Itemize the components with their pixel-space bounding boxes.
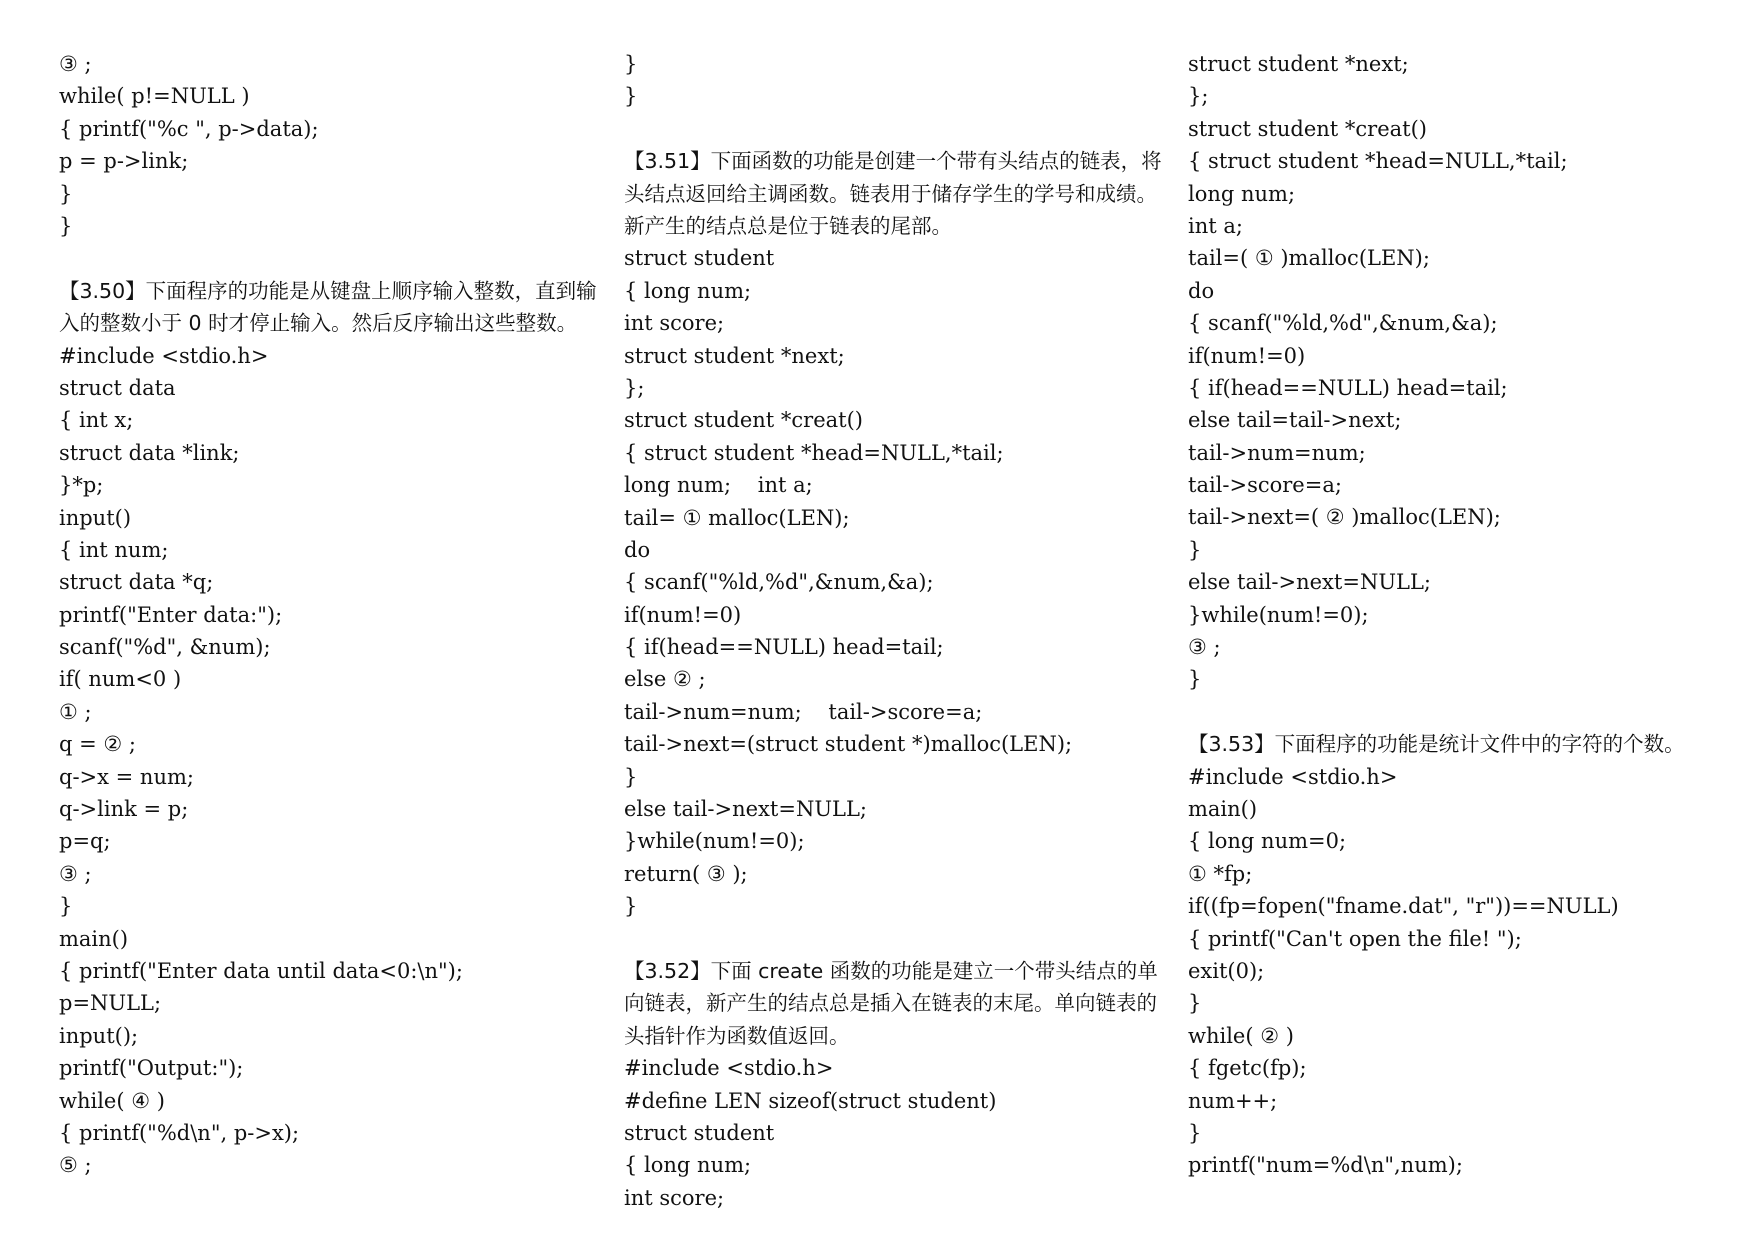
code-line: { scanf("%ld,%d",&num,&a); — [1188, 311, 1498, 336]
code-line: }while(num!=0); — [1188, 602, 1369, 627]
code-line: ③ ; — [59, 861, 92, 886]
code-line: tail->next=(struct student *)malloc(LEN); — [624, 732, 1073, 757]
code-line: printf("num=%d\n",num); — [1188, 1153, 1463, 1178]
code-line: { printf("%c ", p->data); — [59, 116, 319, 141]
code-line: }; — [624, 375, 645, 400]
code-line: do — [624, 537, 651, 562]
code-line: }*p; — [59, 473, 104, 498]
code-line: if(num!=0) — [1188, 343, 1306, 368]
code-line: } — [624, 894, 638, 919]
code-line: while( ④ ) — [59, 1088, 165, 1113]
code-line: { int x; — [59, 408, 134, 433]
code-line: } — [1188, 537, 1202, 562]
code-line: #define LEN sizeof(struct student) — [624, 1088, 997, 1113]
code-line: } — [59, 894, 73, 919]
code-line: } — [1188, 1120, 1202, 1145]
code-line: else ② ; — [624, 667, 706, 692]
code-line: { struct student *head=NULL,*tail; — [1188, 149, 1568, 174]
code-line: tail=( ① )malloc(LEN); — [1188, 246, 1430, 271]
code-line: { struct student *head=NULL,*tail; — [624, 440, 1004, 465]
code-line: p=NULL; — [59, 991, 162, 1016]
code-line: ① *fp; — [1188, 861, 1253, 886]
code-line: main() — [1188, 797, 1258, 821]
code-line: scanf("%d", &num); — [59, 635, 271, 660]
code-line: struct data *q; — [59, 570, 214, 595]
column-left — [59, 48, 599, 1182]
question-paragraph: 【3.51】下面函数的功能是创建一个带有头结点的链表，将头结点返回给主调函数。链表用于储存学生的学号和成绩。新产生的结点总是位于链表的尾部。 — [624, 149, 1162, 238]
code-line: p=q; — [59, 829, 111, 854]
code-line: q->x = num; — [59, 764, 194, 789]
code-line: int score; — [624, 1185, 725, 1210]
code-line: { int num; — [59, 537, 169, 562]
code-line: input() — [59, 505, 132, 530]
code-line: struct data — [59, 375, 176, 400]
code-line: ③ ; — [59, 52, 92, 76]
code-line: { long num; — [624, 278, 752, 303]
code-line: input(); — [59, 1023, 139, 1048]
code-line: #include <stdio.h> — [59, 343, 269, 368]
code-line: return( ③ ); — [624, 861, 748, 886]
code-line: tail= ① malloc(LEN); — [624, 505, 850, 530]
code-line: } — [1188, 667, 1202, 692]
code-line: #include <stdio.h> — [1188, 764, 1398, 789]
code-line: } — [624, 84, 638, 109]
code-line: } — [1188, 991, 1202, 1016]
paragraph-gap — [1188, 696, 1748, 728]
code-line: q = ② ; — [59, 732, 136, 757]
paragraph-gap — [624, 923, 1169, 955]
code-line: tail->next=( ② )malloc(LEN); — [1188, 505, 1501, 530]
code-line: long num; int a; — [624, 473, 813, 498]
code-line: { long num=0; — [1188, 829, 1347, 854]
question-paragraph: 【3.50】下面程序的功能是从键盘上顺序输入整数，直到输入的整数小于 0 时才停止输入。然后反序输出这些整数。 — [59, 278, 597, 336]
question-paragraph: 【3.52】下面 create 函数的功能是建立一个带头结点的单向链表，新产生的结点总是插入在链表的末尾。单向链表的头指针作为函数值返回。 — [624, 958, 1158, 1048]
code-line: { printf("Enter data until data<0:\n"); — [59, 958, 463, 983]
code-line: { if(head==NULL) head=tail; — [624, 635, 944, 660]
code-line: ③ ; — [1188, 635, 1221, 660]
code-line: struct data *link; — [59, 440, 240, 465]
paragraph-gap — [59, 242, 599, 274]
code-line: struct student — [624, 1120, 775, 1145]
code-line: }while(num!=0); — [624, 829, 805, 854]
code-line: struct student *creat() — [624, 408, 863, 433]
code-line: tail->num=num; — [1188, 440, 1366, 465]
column-middle — [624, 48, 1169, 1214]
code-line: }; — [1188, 84, 1209, 109]
code-line: if(num!=0) — [624, 602, 742, 627]
code-line: tail->num=num; tail->score=a; — [624, 699, 983, 724]
code-line: num++; — [1188, 1088, 1278, 1113]
code-line: printf("Enter data:"); — [59, 602, 283, 627]
code-line: } — [624, 764, 638, 789]
code-line: struct student *next; — [1188, 52, 1409, 76]
code-line: int score; — [624, 311, 725, 336]
code-line: else tail->next=NULL; — [1188, 570, 1431, 595]
code-line: { long num; — [624, 1153, 752, 1178]
code-line: } — [624, 52, 638, 76]
code-line: long num; — [1188, 181, 1296, 206]
code-line: p = p->link; — [59, 149, 189, 174]
code-line: { printf("Can't open the file! "); — [1188, 926, 1522, 951]
code-line: { printf("%d\n", p->x); — [59, 1120, 300, 1145]
code-line: ⑤ ; — [59, 1153, 92, 1178]
code-line: { if(head==NULL) head=tail; — [1188, 375, 1508, 400]
code-line: int a; — [1188, 213, 1243, 238]
code-line: else tail=tail->next; — [1188, 408, 1402, 433]
code-line: do — [1188, 278, 1215, 303]
code-line: printf("Output:"); — [59, 1056, 244, 1081]
question-paragraph: 【3.53】下面程序的功能是统计文件中的字符的个数。 — [1188, 732, 1685, 757]
code-line: { fgetc(fp); — [1188, 1056, 1307, 1081]
code-line: struct student *creat() — [1188, 116, 1427, 141]
code-line: while( p!=NULL ) — [59, 84, 250, 109]
paragraph-gap — [624, 113, 1169, 145]
code-line: q->link = p; — [59, 797, 189, 822]
code-line: else tail->next=NULL; — [624, 797, 867, 822]
code-line: main() — [59, 926, 129, 951]
code-line: ① ; — [59, 699, 92, 724]
code-line: } — [59, 213, 73, 238]
code-line: tail->score=a; — [1188, 473, 1342, 498]
code-line: { scanf("%ld,%d",&num,&a); — [624, 570, 934, 595]
code-line: if((fp=fopen("fname.dat", "r"))==NULL) — [1188, 894, 1619, 919]
code-line: if( num<0 ) — [59, 667, 182, 692]
code-line: exit(0); — [1188, 958, 1265, 983]
code-line: #include <stdio.h> — [624, 1056, 834, 1081]
code-line: while( ② ) — [1188, 1023, 1294, 1048]
code-line: } — [59, 181, 73, 206]
code-line: struct student — [624, 246, 775, 271]
code-line: struct student *next; — [624, 343, 845, 368]
column-right — [1188, 48, 1748, 1182]
